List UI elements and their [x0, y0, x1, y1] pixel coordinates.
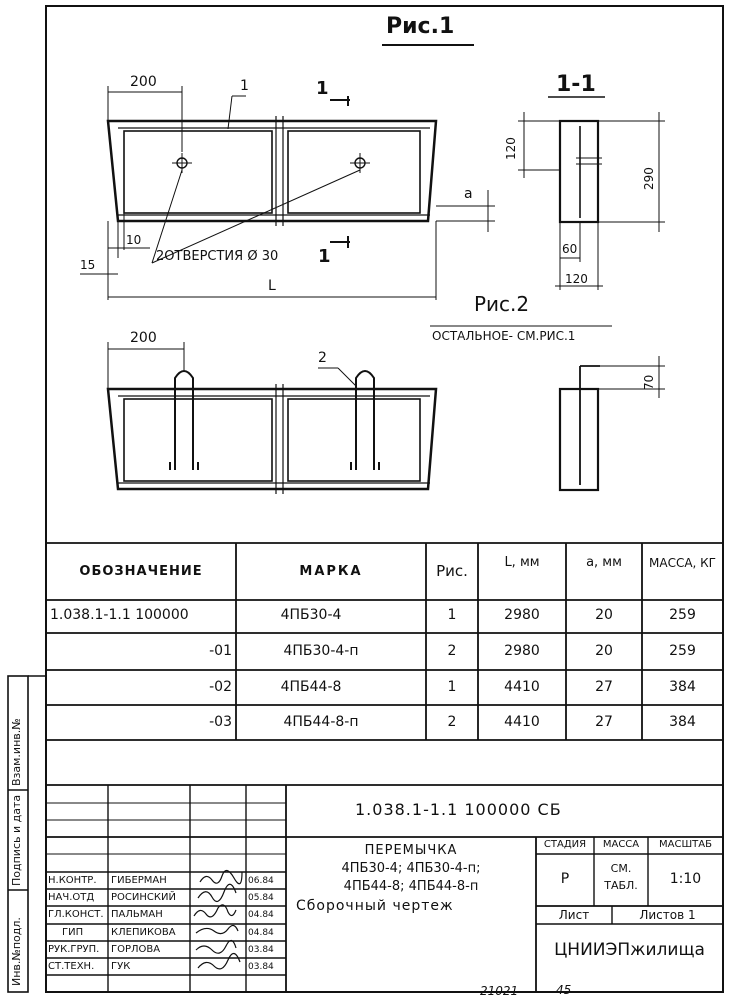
callout-2: 2	[318, 350, 327, 366]
header-designation: ОБОЗНАЧЕНИЕ	[79, 564, 203, 579]
title-line-1: ПЕРЕМЫЧКА	[364, 843, 458, 858]
row-mark: 4ПБ44-8	[280, 679, 342, 695]
row-L: 4410	[504, 714, 540, 730]
dim-290: 290	[642, 167, 656, 190]
row-fig: 1	[447, 607, 457, 623]
signature-scribbles	[194, 870, 242, 968]
stage-label: СТАДИЯ	[543, 839, 587, 850]
sig-name: ГИБЕРМАН	[111, 875, 167, 886]
dim-60: 60	[562, 242, 578, 256]
header-a: a, мм	[586, 555, 622, 570]
sig-date: 03.84	[248, 945, 274, 955]
section-label: 1-1	[556, 72, 596, 97]
sig-name: ПАЛЬМАН	[111, 909, 163, 920]
row-fig: 2	[447, 643, 457, 659]
title-line-3: 4ПБ44-8; 4ПБ44-8-п	[343, 879, 479, 894]
row-L: 4410	[504, 679, 540, 695]
dim-200-bottom: 200	[130, 330, 157, 346]
dim-120-vertical: 120	[504, 137, 518, 160]
fig2-title: Рис.2	[474, 292, 530, 316]
row-mass: 384	[669, 714, 696, 730]
doc-code: 1.038.1-1.1 100000 СБ	[355, 800, 562, 819]
row-mark: 4ПБ44-8-п	[283, 714, 359, 730]
header-fig: Рис.	[436, 562, 468, 580]
sig-date: 05.84	[248, 893, 274, 903]
sig-name: ГУК	[111, 961, 131, 972]
sig-name: РОСИНСКИЙ	[111, 892, 176, 903]
hole-note: 2ОТВЕРСТИЯ Ø 30	[156, 249, 279, 264]
row-mass: 259	[669, 643, 696, 659]
organization: ЦНИИЭПжилища	[554, 940, 705, 960]
sig-role: ГИП	[62, 927, 84, 938]
dim-15: 15	[80, 258, 96, 272]
sig-date: 06.84	[248, 876, 274, 886]
side-label-inv-podl: Инв.№подл.	[10, 917, 23, 986]
row-fig: 2	[447, 714, 457, 730]
sig-date: 04.84	[248, 910, 274, 920]
dim-70: 70	[642, 374, 656, 390]
fig1-title: Рис.1	[386, 14, 455, 39]
mass-value-1: СМ.	[610, 862, 632, 875]
dim-10: 10	[126, 233, 142, 247]
row-a: 27	[595, 679, 613, 695]
scale-value: 1:10	[669, 871, 702, 887]
row-a: 20	[595, 643, 613, 659]
spec-table-grid	[46, 543, 723, 785]
sig-date: 04.84	[248, 928, 274, 938]
row-mass: 384	[669, 679, 696, 695]
dim-L: L	[268, 278, 276, 294]
mass-value-2: ТАБЛ.	[604, 879, 638, 892]
sig-date: 03.84	[248, 962, 274, 972]
sig-role: ГЛ.КОНСТ.	[48, 909, 104, 920]
section-mark-top: 1	[316, 78, 329, 99]
row-mark: 4ПБ30-4-п	[283, 643, 359, 659]
header-mark: МАРКА	[299, 564, 363, 579]
side-label-vzam: Взам.инв.№	[10, 718, 23, 786]
dim-200-top: 200	[130, 74, 157, 90]
fig2-note: ОСТАЛЬНОЕ- СМ.РИС.1	[432, 329, 576, 343]
sheet-label: Лист	[558, 908, 590, 922]
section-mark-bottom: 1	[318, 246, 331, 267]
side-label-podpis: Подпись и дата	[10, 794, 23, 886]
mass-label: МАССА	[602, 839, 640, 850]
dim-a: a	[464, 186, 473, 202]
row-a: 20	[595, 607, 613, 623]
header-L: L, мм	[504, 555, 540, 570]
footer-left: 21021	[480, 984, 519, 998]
fig1-title-underline	[382, 44, 474, 46]
dim-120-bottom: 120	[565, 272, 588, 286]
row-L: 2980	[504, 607, 540, 623]
header-mass: МАССА, КГ	[649, 556, 716, 570]
row-a: 27	[595, 714, 613, 730]
scale-label: МАСШТАБ	[659, 839, 712, 850]
row-designation: -03	[209, 714, 232, 730]
fig2-elevation	[108, 342, 436, 494]
row-designation: -01	[209, 643, 232, 659]
row-designation: -02	[209, 679, 232, 695]
sig-role: СТ.ТЕХН.	[48, 961, 95, 972]
section-1-1	[518, 97, 665, 290]
sig-name: КЛЕПИКОВА	[111, 927, 176, 938]
row-mark: 4ПБ30-4	[280, 607, 342, 623]
sheets-label: Листов 1	[639, 908, 696, 922]
row-L: 2980	[504, 643, 540, 659]
fig1-elevation	[80, 86, 495, 300]
sig-name: ГОРЛОВА	[111, 944, 161, 955]
row-mass: 259	[669, 607, 696, 623]
callout-1: 1	[240, 78, 249, 94]
sig-role: НАЧ.ОТД	[48, 892, 95, 903]
stage-value: Р	[560, 871, 570, 887]
title-line-2: 4ПБ30-4; 4ПБ30-4-п;	[341, 861, 481, 876]
footer-right: 45	[556, 983, 572, 997]
title-line-4: Сборочный чертеж	[296, 898, 454, 914]
sig-role: Н.КОНТР.	[48, 875, 97, 886]
row-fig: 1	[447, 679, 457, 695]
sig-role: РУК.ГРУП.	[48, 944, 100, 955]
row-designation: 1.038.1-1.1 100000	[50, 607, 189, 623]
